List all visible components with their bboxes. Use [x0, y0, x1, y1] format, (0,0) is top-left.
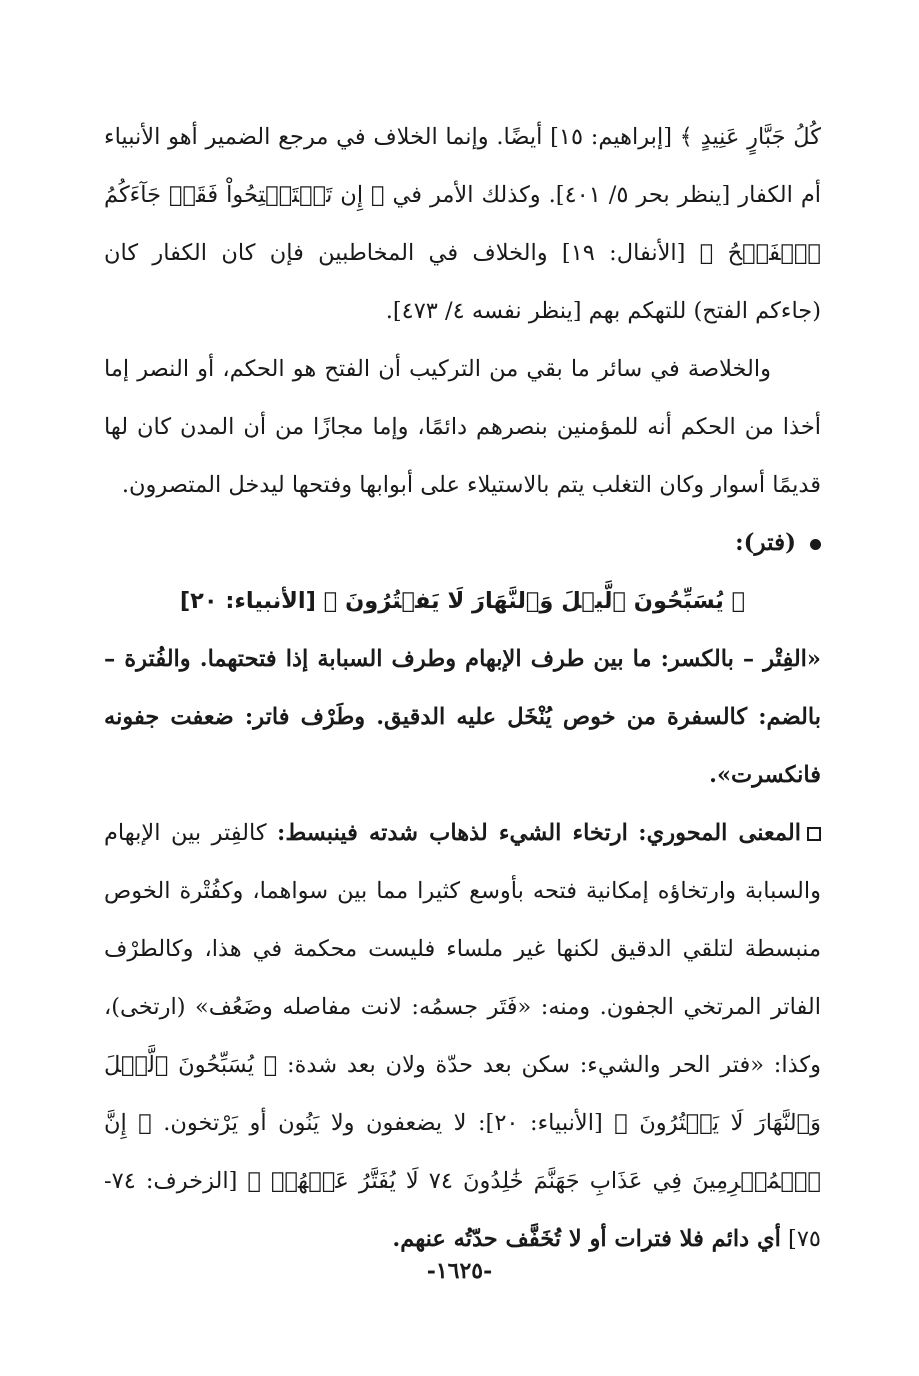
core-meaning-definition: ارتخاء الشيء لذهاب شدته فينبسط:	[277, 820, 628, 846]
square-marker-icon	[807, 827, 821, 841]
page-number: -١٦٢٥-	[426, 1258, 493, 1284]
section-heading-text: (فتر):	[735, 529, 796, 556]
verse-line: ﴿ يُسَبِّحُونَ ٱلَّيۡلَ وَٱلنَّهَارَ لَا يَفۡتُرُونَ ﴾ [الأنبياء: ٢٠]	[179, 588, 746, 614]
bullet-icon	[810, 539, 821, 550]
core-meaning-paragraph	[104, 804, 821, 1268]
core-meaning-end: أي دائم فلا فترات أو لا تُخَفَّف حدّتُه عنهم.	[392, 1226, 781, 1252]
core-meaning-text: كالفِتر بين الإبهام والسبابة وارتخاؤه إمكانية فتحه بأوسع كثيرا مما بين سواهما، وكفُتْرة الخوص منبسطة لتلقي الدقيق لكنها غير ملساء فليست محكمة في هذا، وكالطرْف الفاتر المرتخي الجفون. ومنه: «فَتَر جسمُه: لانت مفاصله وضَعُف» (ارتخى)، وكذا: «فتر الحر والشيء: سكن بعد حدّة ولان بعد شدة: ﴿ يُسَبِّحُونَ ٱلَّيۡلَ وَٱلنَّهَارَ لَا يَفۡتُرُونَ ﴾ [الأنبياء: ٢٠]: لا يضعفون ولا يَنُون أو يَرْتخون. ﴿ إِنَّ ٱلۡمُجۡرِمِينَ فِي عَذَابِ جَهَنَّمَ خَٰلِدُونَ ٧٤ لَا يُفَتَّرُ عَنۡهُمۡ ﴾ [الزخرف: ٧٤- ٧٥]	[104, 820, 821, 1252]
core-meaning-label: المعنى المحوري:	[638, 820, 801, 846]
paragraph-quran-discussion: كُلُ جَبَّارٍ عَنِيدٍ ﴾ [إبراهيم: ١٥] أيضًا. وإنما الخلاف في مرجع الضمير أهو الأنبياء أم الكفار [ينظر بحر ٥/ ٤٠١]. وكذلك الأمر في ﴿ إِن تَسۡتَفۡتِحُواْ فَقَدۡ جَآءَكُمُ ٱلۡفَتۡحُ ﴾ [الأنفال: ١٩] والخلاف في المخاطبين فإن كان الكفار كان (جاءكم الفتح) للتهكم بهم [ينظر نفسه ٤/ ٤٧٣].	[104, 124, 822, 324]
lexical-definition: «الفِتْر – بالكسر: ما بين طرف الإبهام وطرف السبابة إذا فتحتهما. والفُترة – بالضم: كالسفرة من خوص يُنْخَل عليه الدقيق. وطَرْف فاتر: ضعفت جفونه فانكسرت».	[104, 646, 821, 788]
section-heading	[104, 514, 821, 572]
paragraph-summary: والخلاصة في سائر ما بقي من التركيب أن الفتح هو الحكم، أو النصر إما أخذا من الحكم أنه للمؤمنين بنصرهم دائمًا، وإما مجازًا من أن المدن كان لها قديمًا أسوار وكان التغلب يتم بالاستيلاء على أبوابها وفتحها ليدخل المتصرون.	[104, 356, 821, 498]
